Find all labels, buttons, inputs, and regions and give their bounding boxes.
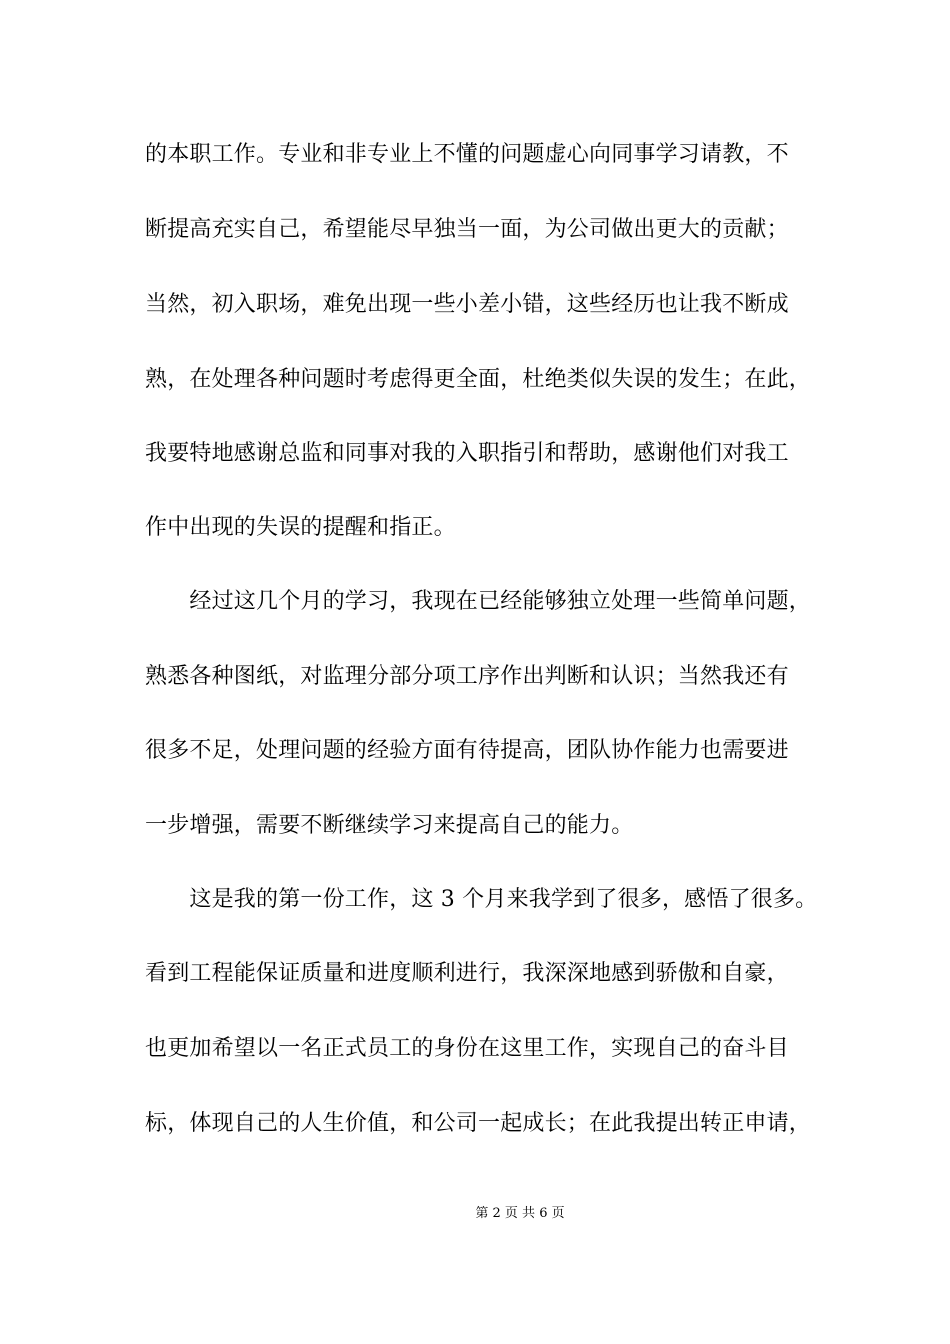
text-line: 作中出现的失误的提醒和指正。	[145, 515, 456, 540]
paragraph-start-line: 经过这几个月的学习，我现在已经能够独立处理一些简单问题，	[145, 589, 812, 614]
paragraph-start-line: 这是我的第一份工作，这 3 个月来我学到了很多，感悟了很多。	[145, 887, 818, 912]
text-line: 熟，在处理各种问题时考虑得更全面，杜绝类似失误的发生；在此，	[145, 367, 812, 392]
text-line: 断提高充实自己，希望能尽早独当一面，为公司做出更大的贡献；	[145, 217, 789, 242]
text-line: 也更加希望以一名正式员工的身份在这里工作，实现自己的奋斗目	[145, 1036, 789, 1061]
text-line: 熟悉各种图纸，对监理分部分项工序作出判断和认识；当然我还有	[145, 664, 789, 689]
text-line: 我要特地感谢总监和同事对我的入职指引和帮助，感谢他们对我工	[145, 441, 789, 466]
text-line: 当然，初入职场，难免出现一些小差小错，这些经历也让我不断成	[145, 292, 789, 317]
text-line: 很多不足，处理问题的经验方面有待提高，团队协作能力也需要进	[145, 738, 789, 763]
text-line: 的本职工作。专业和非专业上不懂的问题虚心向同事学习请教，不	[145, 142, 789, 167]
text-line: 看到工程能保证质量和进度顺利进行，我深深地感到骄傲和自豪，	[145, 961, 789, 986]
text-line: 标，体现自己的人生价值，和公司一起成长；在此我提出转正申请，	[145, 1111, 812, 1136]
text-line: 一步增强，需要不断继续学习来提高自己的能力。	[145, 813, 634, 838]
page-number-footer: 第 2 页 共 6 页	[475, 1206, 565, 1221]
